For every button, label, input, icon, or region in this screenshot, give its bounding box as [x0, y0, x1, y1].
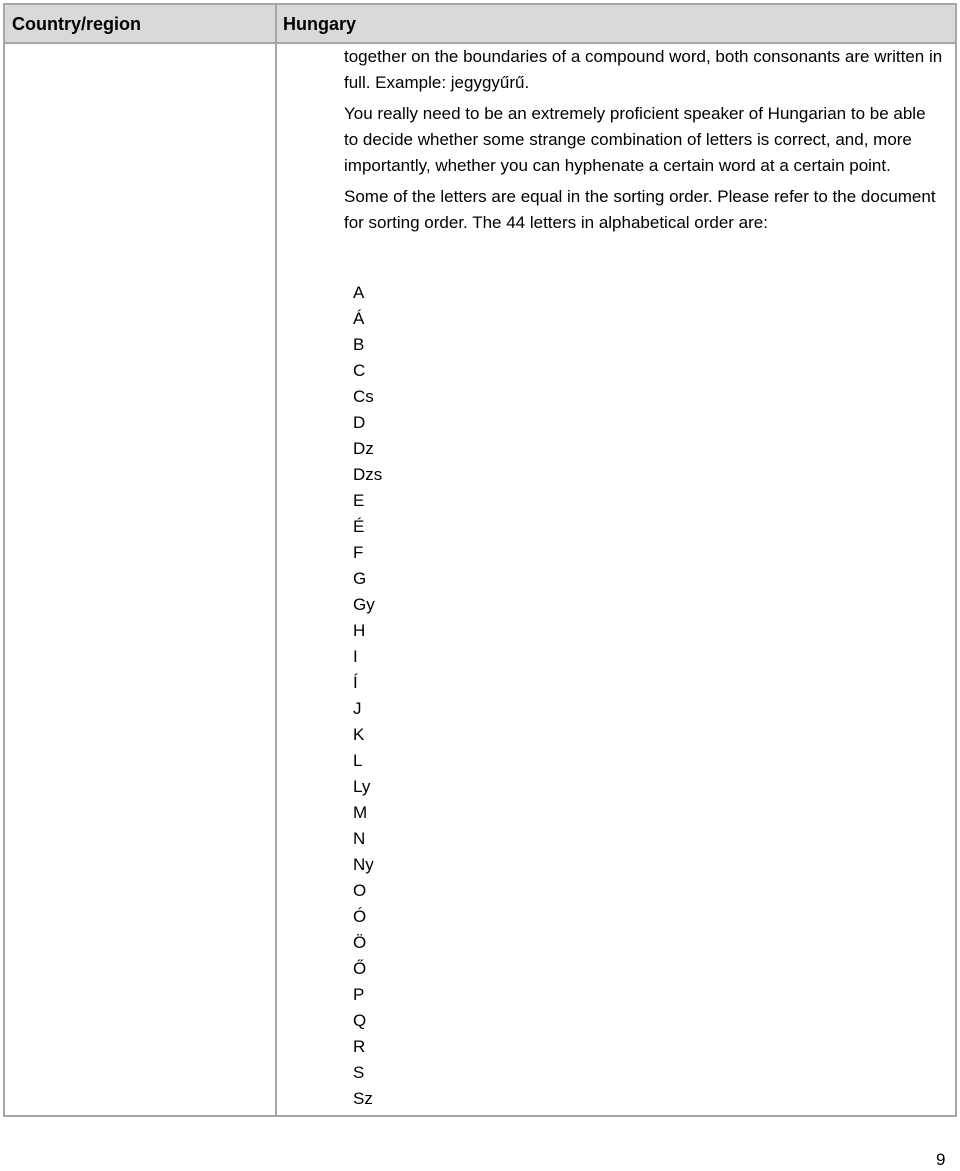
letter-item: É: [353, 517, 365, 536]
letter-item: D: [353, 413, 366, 432]
letter-item: Q: [353, 1011, 367, 1030]
letter-item: Cs: [353, 387, 374, 406]
letter-item: P: [353, 985, 365, 1004]
page-number: 9: [936, 1150, 946, 1169]
letter-item: H: [353, 621, 366, 640]
right-cell-content: [344, 44, 944, 236]
letter-item: Ő: [353, 959, 367, 978]
table-header-row: [5, 5, 955, 44]
letter-item: Ny: [353, 855, 374, 874]
alphabet-letter-list: [353, 280, 382, 1112]
letter-item: A: [353, 283, 365, 302]
letter-item: I: [353, 647, 358, 666]
letter-item: N: [353, 829, 366, 848]
letter-item: O: [353, 881, 367, 900]
left-empty-cell: [5, 44, 275, 1115]
letter-item: S: [353, 1063, 365, 1082]
column-divider: [275, 5, 277, 1115]
letter-item: E: [353, 491, 365, 510]
letter-item: Sz: [353, 1089, 373, 1108]
header-country-region: Country/region: [12, 14, 141, 34]
letter-item: Í: [353, 673, 358, 692]
header-country-value: Hungary: [283, 14, 357, 34]
letter-item: Á: [353, 309, 365, 328]
paragraph-compound-word: together on the boundaries of a compound word, both consonants are written in full. Example: jegygyűrű.: [344, 47, 943, 92]
letter-item: Ó: [353, 907, 367, 926]
letter-item: Ly: [353, 777, 371, 796]
letter-item: J: [353, 699, 362, 718]
paragraph-sorting-order: Some of the letters are equal in the sorting order. Please refer to the document for sorting order. The 44 letters in alphabetical order are:: [344, 187, 936, 232]
letter-item: G: [353, 569, 367, 588]
letter-item: K: [353, 725, 365, 744]
letter-item: Gy: [353, 595, 375, 614]
paragraph-proficient-speaker: You really need to be an extremely proficient speaker of Hungarian to be able to decide whether some strange combination of letters is correct, and, more importantly, whether you can hyphenate a certain word at a certain point.: [344, 104, 926, 175]
letter-item: C: [353, 361, 366, 380]
letter-item: Ö: [353, 933, 367, 952]
letter-item: L: [353, 751, 363, 770]
letter-item: R: [353, 1037, 366, 1056]
letter-item: M: [353, 803, 368, 822]
letter-item: Dzs: [353, 465, 383, 484]
letter-item: Dz: [353, 439, 374, 458]
letter-item: F: [353, 543, 364, 562]
letter-item: B: [353, 335, 365, 354]
